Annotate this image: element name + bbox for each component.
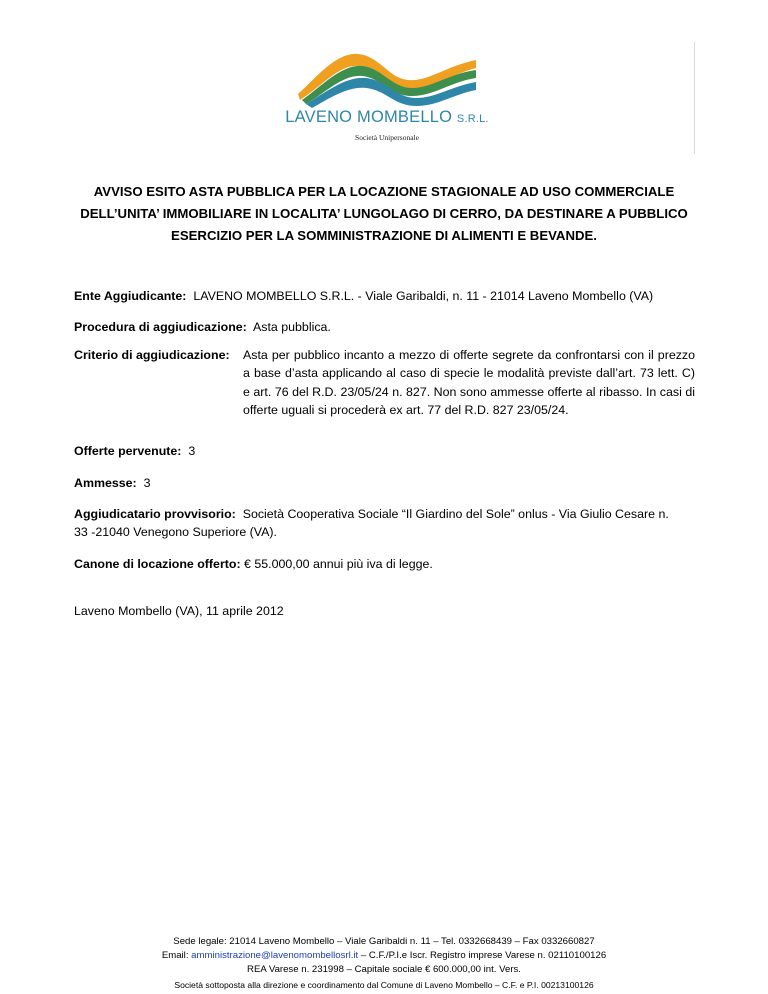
footer-line-2-rest: – C.F./P.I.e Iscr. Registro imprese Varese n. 02110100126 <box>358 950 607 962</box>
place-date: Laveno Mombello (VA), 11 aprile 2012 <box>74 604 284 618</box>
canone-value: € 55.000,00 annui più iva di legge. <box>244 557 433 571</box>
title-line-3: ESERCIZIO PER LA SOMMINISTRAZIONE DI ALIMENTI E BEVANDE. <box>171 228 597 243</box>
criterio-value: Asta per pubblico incanto a mezzo di offerte segrete da confrontarsi con il prezzo a base d’asta applicando al caso di specie le modalità previste dall’art. 73 lett. C) e art. 76 del R.D. 23/05/24 n. 827. Non sono ammesse offerte al ribasso. In casi di offerte uguali si procederà ex art. 77 del R.D. 827 23/05/24. <box>243 348 695 418</box>
criterio-label: Criterio di aggiudicazione: <box>74 348 230 362</box>
notice-title <box>60 181 708 247</box>
email-link[interactable]: amministrazione@lavenomombellosrl.it <box>191 950 359 962</box>
ente-value: LAVENO MOMBELLO S.R.L. - Viale Garibaldi, n. 11 - 21014 Laveno Mombello (VA) <box>193 289 654 303</box>
ammesse-label: Ammesse: <box>74 476 137 490</box>
footer-line-3: REA Varese n. 231998 – Capitale sociale € 600.000,00 int. Vers. <box>247 964 521 976</box>
procedura-label: Procedura di aggiudicazione: <box>74 320 247 334</box>
footer-line-4: Società sottoposta alla direzione e coordinamento dal Comune di Laveno Mombello – C.F. e P.I. 00213100126 <box>174 979 594 990</box>
offerte-label: Offerte pervenute: <box>74 444 182 458</box>
edge-rule <box>694 42 695 154</box>
ammesse-value: 3 <box>143 476 151 490</box>
logo-wordmark: LAVENO MOMBELLO S.R.L. <box>285 108 489 126</box>
logo-subtitle: Società Unipersonale <box>355 133 419 142</box>
aggiudicatario-value-1: Società Cooperativa Sociale “Il Giardino del Sole” onlus - Via Giulio Cesare n. <box>242 507 669 521</box>
aggiudicatario-label: Aggiudicatario provvisorio: <box>74 507 236 521</box>
footer <box>100 935 668 992</box>
offerte-row <box>74 442 704 460</box>
ente-row <box>74 287 704 305</box>
canone-row <box>74 555 704 573</box>
procedura-value: Asta pubblica. <box>253 320 331 334</box>
aggiudicatario-value-2: 33 -21040 Venegono Superiore (VA). <box>74 525 277 539</box>
title-line-1: AVVISO ESITO ASTA PUBBLICA PER LA LOCAZIONE STAGIONALE AD USO COMMERCIALE <box>93 184 675 199</box>
ammesse-row <box>74 474 704 492</box>
footer-email-prefix: Email: <box>161 950 192 962</box>
footer-line-2 <box>100 949 668 963</box>
footer-line-1: Sede legale: 21014 Laveno Mombello – Viale Garibaldi n. 11 – Tel. 0332668439 – Fax 0332660827 <box>173 936 595 947</box>
title-line-2: DELL’UNITA’ IMMOBILIARE IN LOCALITA’ LUNGOLAGO DI CERRO, DA DESTINARE A PUBBLICO <box>80 206 688 221</box>
aggiudicatario-row <box>74 505 704 541</box>
company-logo <box>282 38 492 148</box>
ente-label: Ente Aggiudicante: <box>74 289 187 303</box>
waves-logo-icon <box>296 38 478 108</box>
procedura-row <box>74 318 704 336</box>
offerte-value: 3 <box>188 444 196 458</box>
canone-label: Canone di locazione offerto: <box>74 557 241 571</box>
